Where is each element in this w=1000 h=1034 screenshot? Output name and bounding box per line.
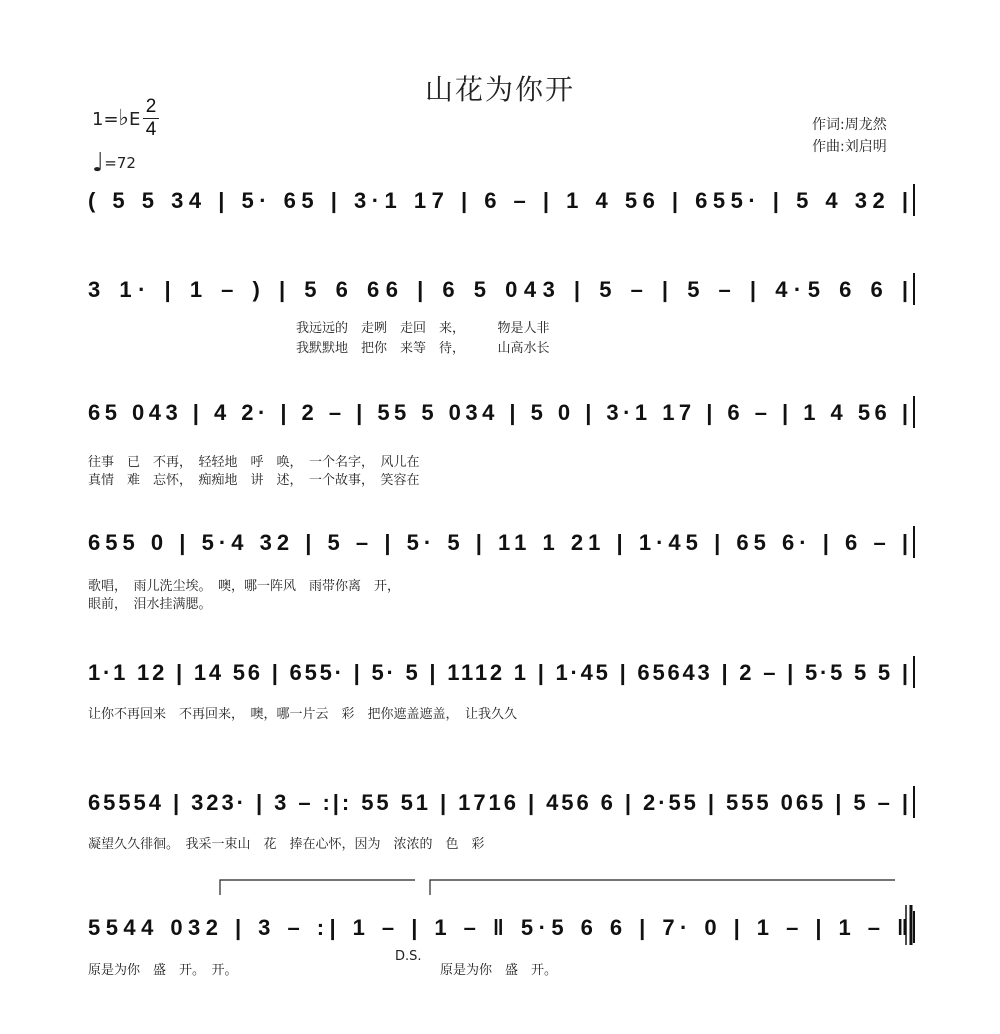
tempo-value: =72 <box>104 154 136 172</box>
second-ending-bracket <box>430 880 895 895</box>
notation-line-7: 5544 032 | 3 – :| 1 – | 1 – ‖ 5·5 6 6 | 7· 0 | 1 – | 1 – ‖ <box>88 915 908 940</box>
lyric-line-3-1: 往事 已 不再， 轻轻地 呼 唤， 一个名字， 风儿在 <box>88 455 420 470</box>
lyric-line-2-2: 我默默地 把你 来等 待， 山高水长 <box>296 341 550 356</box>
lyric-line-4-1: 歌唱， 雨儿洗尘埃。 噢，哪一阵风 雨带你离 开， <box>88 579 401 594</box>
lyric-line-7-1: 原是为你 盛 开。 开。 <box>88 963 238 978</box>
lyric-line-7-2: 原是为你 盛 开。 <box>440 963 558 978</box>
lyric-line-4-2: 眼前， 泪水挂满腮。 <box>88 597 212 612</box>
notation-line-3: 65 043 | 4 2· | 2 – | 55 5 034 | 5 0 | 3·1 17 | 6 – | 1 4 56 | <box>88 400 908 425</box>
notation-line-6: 65554 | 323· | 3 – :|: 55 51 | 1716 | 456 6 | 2·55 | 555 065 | 5 – | <box>88 790 908 815</box>
notation-line-1: ( 5 5 34 | 5· 65 | 3·1 17 | 6 – | 1 4 56 | 655· | 5 4 32 | <box>88 188 909 213</box>
song-title: 山花为你开 <box>424 73 575 106</box>
first-ending-bracket <box>220 880 415 895</box>
lyric-line-5-1: 让你不再回来 不再回来， 噢，哪一片云 彩 把你遮盖遮盖， 让我久久 <box>88 707 518 722</box>
flat-sign: ♭ <box>118 106 129 131</box>
quarter-note-icon: ♩ <box>92 148 105 178</box>
notation-line-2: 3 1· | 1 – ) | 5 6 66 | 6 5 043 | 5 – | 5 – | 4·5 6 6 | <box>88 277 909 302</box>
notation-line-5: 1·1 12 | 14 56 | 655· | 5· 5 | 1112 1 | 1·45 | 65643 | 2 – | 5·5 5 5 | <box>88 660 908 685</box>
key-prefix: 1= <box>92 109 119 130</box>
time-denominator: 4 <box>143 118 159 141</box>
notation-line-4: 655 0 | 5·4 32 | 5 – | 5· 5 | 11 1 21 | 1·45 | 65 6· | 6 – | <box>88 530 908 555</box>
lyric-line-3-2: 真情 难 忘怀， 痴痴地 讲 述， 一个故事， 笑容在 <box>88 473 420 488</box>
lyric-line-6-1: 凝望久久徘徊。 我采一束山 花 捧在心怀，因为 浓浓的 色 彩 <box>88 837 485 852</box>
key-note: E <box>128 109 141 130</box>
dal-segno-marking: D.S. <box>395 949 422 964</box>
lyricist-credit: 作词:周龙然 <box>812 117 887 133</box>
lyric-line-2-1: 我远远的 走咧 走回 来， 物是人非 <box>296 321 550 336</box>
composer-credit: 作曲:刘启明 <box>812 139 887 155</box>
time-numerator: 2 <box>145 96 157 117</box>
